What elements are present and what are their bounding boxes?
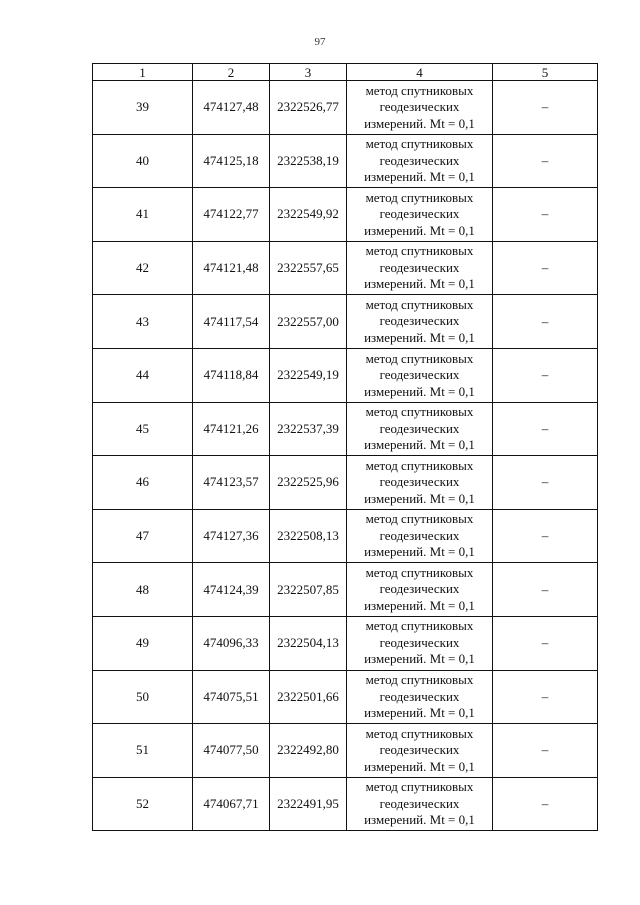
- table-row: [93, 295, 598, 349]
- coordinate-y-cell: 2322537,39: [270, 402, 347, 456]
- note-cell: –: [493, 188, 598, 242]
- coordinate-x-cell: 474121,48: [193, 241, 270, 295]
- table-row: [93, 563, 598, 617]
- table-row: [93, 456, 598, 510]
- header-row: [93, 64, 598, 81]
- page-number: 97: [314, 36, 326, 48]
- coordinate-x-cell: 474127,48: [193, 81, 270, 135]
- coordinate-y-cell: 2322538,19: [270, 134, 347, 188]
- point-number-cell: 41: [93, 188, 193, 242]
- table-row: [93, 188, 598, 242]
- table-row: [93, 616, 598, 670]
- point-number-cell: 43: [93, 295, 193, 349]
- method-line: геодезических: [379, 634, 460, 650]
- method-cell: [347, 188, 493, 242]
- table-row: [93, 402, 598, 456]
- method-line: геодезических: [379, 742, 460, 758]
- method-line: метод спутниковых: [365, 189, 474, 205]
- coordinate-x-cell: 474121,26: [193, 402, 270, 456]
- point-number-cell: 45: [93, 402, 193, 456]
- method-line: измерений. Mt = 0,1: [364, 437, 475, 453]
- method-cell: [347, 777, 493, 831]
- note-cell: –: [493, 616, 598, 670]
- coordinate-x-cell: 474118,84: [193, 348, 270, 402]
- method-line: измерений. Mt = 0,1: [364, 329, 475, 345]
- method-line: измерений. Mt = 0,1: [364, 115, 475, 131]
- method-line: геодезических: [379, 313, 460, 329]
- header-cell-5: 5: [493, 64, 598, 81]
- method-line: метод спутниковых: [365, 350, 474, 366]
- coordinate-x-cell: 474077,50: [193, 724, 270, 778]
- method-line: геодезических: [379, 527, 460, 543]
- coordinate-y-cell: 2322491,95: [270, 777, 347, 831]
- table-row: [93, 670, 598, 724]
- method-line: метод спутниковых: [365, 725, 474, 741]
- method-line: измерений. Mt = 0,1: [364, 651, 475, 667]
- header-cell-4: 4: [347, 64, 493, 81]
- method-line: метод спутниковых: [365, 564, 474, 580]
- method-line: метод спутниковых: [365, 404, 474, 420]
- point-number-cell: 46: [93, 456, 193, 510]
- method-cell: [347, 402, 493, 456]
- method-line: геодезических: [379, 474, 460, 490]
- method-line: геодезических: [379, 420, 460, 436]
- coordinate-x-cell: 474117,54: [193, 295, 270, 349]
- point-number-cell: 40: [93, 134, 193, 188]
- coordinate-y-cell: 2322504,13: [270, 616, 347, 670]
- method-line: измерений. Mt = 0,1: [364, 169, 475, 185]
- method-cell: [347, 348, 493, 402]
- table-row: [93, 509, 598, 563]
- method-cell: [347, 295, 493, 349]
- method-line: измерений. Mt = 0,1: [364, 276, 475, 292]
- coordinate-y-cell: 2322525,96: [270, 456, 347, 510]
- method-cell: [347, 509, 493, 563]
- coordinate-x-cell: 474125,18: [193, 134, 270, 188]
- table-row: [93, 348, 598, 402]
- method-line: геодезических: [379, 152, 460, 168]
- header-cell-3: 3: [270, 64, 347, 81]
- note-cell: –: [493, 777, 598, 831]
- point-number-cell: 42: [93, 241, 193, 295]
- note-cell: –: [493, 241, 598, 295]
- method-line: метод спутниковых: [365, 779, 474, 795]
- method-cell: [347, 670, 493, 724]
- method-line: метод спутниковых: [365, 136, 474, 152]
- coordinate-y-cell: 2322549,19: [270, 348, 347, 402]
- note-cell: –: [493, 348, 598, 402]
- coordinate-x-cell: 474067,71: [193, 777, 270, 831]
- table-body: [93, 81, 598, 831]
- coordinates-table: [92, 63, 598, 831]
- point-number-cell: 47: [93, 509, 193, 563]
- coordinate-y-cell: 2322507,85: [270, 563, 347, 617]
- note-cell: –: [493, 402, 598, 456]
- coordinate-y-cell: 2322557,00: [270, 295, 347, 349]
- coordinate-x-cell: 474124,39: [193, 563, 270, 617]
- method-line: геодезических: [379, 206, 460, 222]
- method-line: метод спутниковых: [365, 618, 474, 634]
- note-cell: –: [493, 509, 598, 563]
- method-line: метод спутниковых: [365, 457, 474, 473]
- method-line: геодезических: [379, 795, 460, 811]
- method-line: геодезических: [379, 367, 460, 383]
- coordinate-x-cell: 474123,57: [193, 456, 270, 510]
- method-line: геодезических: [379, 581, 460, 597]
- method-line: метод спутниковых: [365, 82, 474, 98]
- table-row: [93, 777, 598, 831]
- note-cell: –: [493, 134, 598, 188]
- method-cell: [347, 134, 493, 188]
- point-number-cell: 44: [93, 348, 193, 402]
- note-cell: –: [493, 295, 598, 349]
- note-cell: –: [493, 724, 598, 778]
- method-line: геодезических: [379, 688, 460, 704]
- coordinate-y-cell: 2322508,13: [270, 509, 347, 563]
- method-line: измерений. Mt = 0,1: [364, 383, 475, 399]
- method-line: измерений. Mt = 0,1: [364, 490, 475, 506]
- table-row: [93, 241, 598, 295]
- method-line: геодезических: [379, 259, 460, 275]
- method-line: геодезических: [379, 99, 460, 115]
- method-line: метод спутниковых: [365, 511, 474, 527]
- point-number-cell: 51: [93, 724, 193, 778]
- table-row: [93, 134, 598, 188]
- coordinate-y-cell: 2322501,66: [270, 670, 347, 724]
- point-number-cell: 52: [93, 777, 193, 831]
- coordinate-y-cell: 2322526,77: [270, 81, 347, 135]
- coordinate-y-cell: 2322549,92: [270, 188, 347, 242]
- method-line: измерений. Mt = 0,1: [364, 812, 475, 828]
- method-cell: [347, 241, 493, 295]
- coordinate-y-cell: 2322492,80: [270, 724, 347, 778]
- method-cell: [347, 81, 493, 135]
- header-cell-2: 2: [193, 64, 270, 81]
- coordinate-x-cell: 474127,36: [193, 509, 270, 563]
- method-line: измерений. Mt = 0,1: [364, 597, 475, 613]
- method-line: метод спутниковых: [365, 672, 474, 688]
- point-number-cell: 48: [93, 563, 193, 617]
- method-cell: [347, 456, 493, 510]
- header-cell-1: 1: [93, 64, 193, 81]
- coordinate-x-cell: 474122,77: [193, 188, 270, 242]
- method-line: метод спутниковых: [365, 243, 474, 259]
- point-number-cell: 50: [93, 670, 193, 724]
- coordinate-x-cell: 474096,33: [193, 616, 270, 670]
- method-cell: [347, 616, 493, 670]
- method-line: метод спутниковых: [365, 296, 474, 312]
- method-cell: [347, 563, 493, 617]
- method-line: измерений. Mt = 0,1: [364, 544, 475, 560]
- method-line: измерений. Mt = 0,1: [364, 705, 475, 721]
- note-cell: –: [493, 81, 598, 135]
- table-row: [93, 724, 598, 778]
- point-number-cell: 39: [93, 81, 193, 135]
- table-header: [93, 64, 598, 81]
- method-cell: [347, 724, 493, 778]
- method-line: измерений. Mt = 0,1: [364, 222, 475, 238]
- table-row: [93, 81, 598, 135]
- coordinate-y-cell: 2322557,65: [270, 241, 347, 295]
- note-cell: –: [493, 563, 598, 617]
- point-number-cell: 49: [93, 616, 193, 670]
- note-cell: –: [493, 670, 598, 724]
- coordinate-x-cell: 474075,51: [193, 670, 270, 724]
- method-line: измерений. Mt = 0,1: [364, 758, 475, 774]
- note-cell: –: [493, 456, 598, 510]
